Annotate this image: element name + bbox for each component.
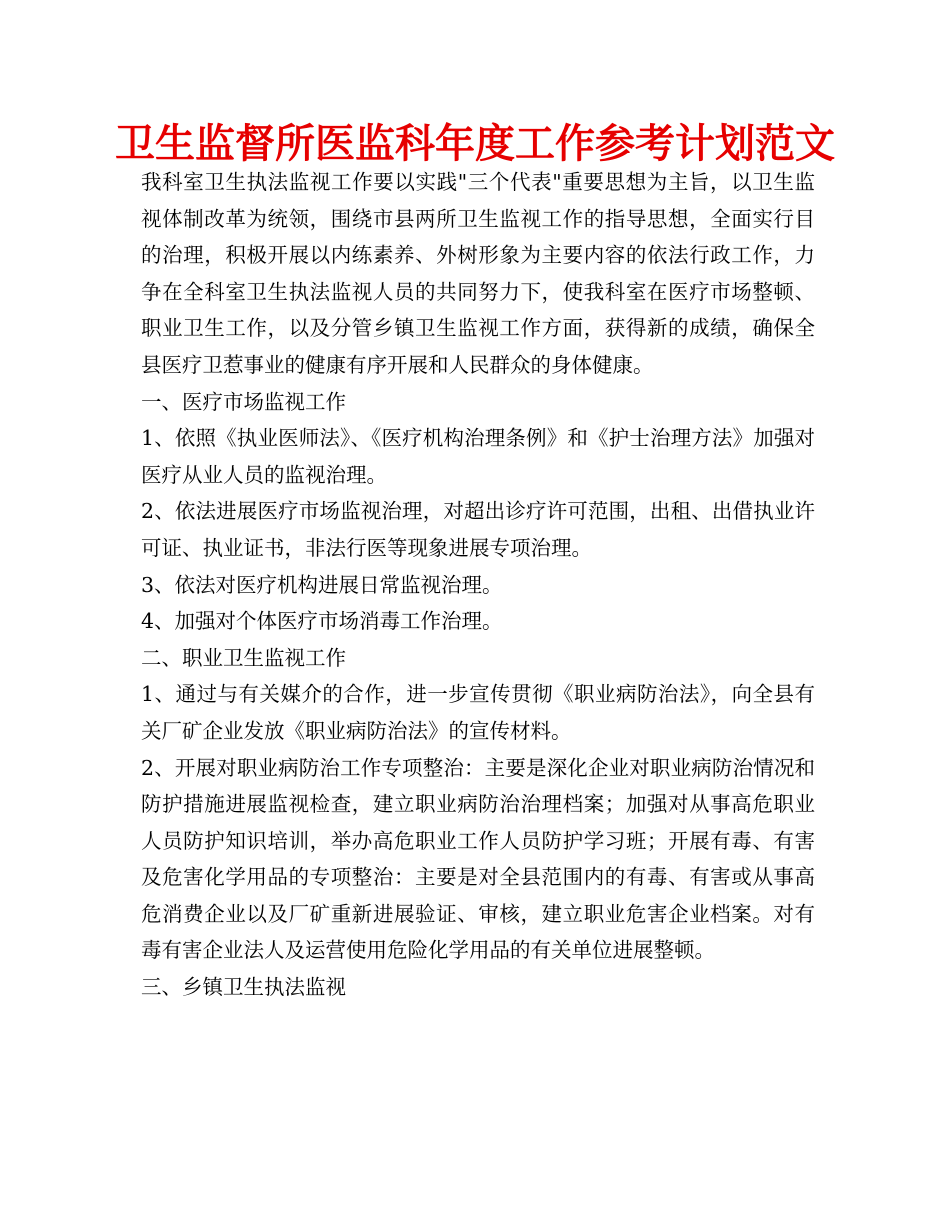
- section-heading-medical-market: 一、医疗市场监视工作: [141, 389, 346, 414]
- list-item: 1、通过与有关媒介的合作，进一步宣传贯彻《职业病防治法》，向全县有关厂矿企业发放《职业病防治法》的宣传材料。: [141, 682, 815, 743]
- list-item: 1、依照《执业医师法》、《医疗机构治理条例》和《护士治理方法》加强对医疗从业人员的监视治理。: [141, 426, 815, 487]
- list-item: 3、依法对医疗机构进展日常监视治理。: [141, 572, 503, 597]
- section-heading-occupational-health: 二、职业卫生监视工作: [141, 645, 346, 670]
- list-item: 2、开展对职业病防治工作专项整治：主要是深化企业对职业病防治情况和防护措施进展监视检查，建立职业病防治治理档案；加强对从事高危职业人员防护知识培训，举办高危职业工作人员防护学习班；开展有毒、有害及危害化学用品的专项整治：主要是对全县范围内的有毒、有害或从事高危消费企业以及厂矿重新进展验证、审核，建立职业危害企业档案。对有毒有害企业法人及运营使用危险化学用品的有关单位进展整顿。: [141, 755, 815, 963]
- list-item: 4、加强对个体医疗市场消毒工作治理。: [141, 609, 503, 634]
- intro-paragraph: 我科室卫生执法监视工作要以实践"三个代表"重要思想为主旨，以卫生监视体制改革为统领，围绕市县两所卫生监视工作的指导思想，全面实行目的治理，积极开展以内练素养、外树形象为主要内容的依法行政工作，力争在全科室卫生执法监视人员的共同努力下，使我科室在医疗市场整顿、职业卫生工作，以及分管乡镇卫生监视工作方面，获得新的成绩，确保全县医疗卫惹事业的健康有序开展和人民群众的身体健康。: [141, 170, 815, 377]
- document-title: 卫生监督所医监科年度工作参考计划范文: [115, 121, 835, 167]
- section-heading-township-supervision: 三、乡镇卫生执法监视: [141, 975, 346, 1000]
- document-body: [141, 164, 815, 1006]
- list-item: 2、依法进展医疗市场监视治理，对超出诊疗许可范围，出租、出借执业许可证、执业证书，非法行医等现象进展专项治理。: [141, 499, 815, 560]
